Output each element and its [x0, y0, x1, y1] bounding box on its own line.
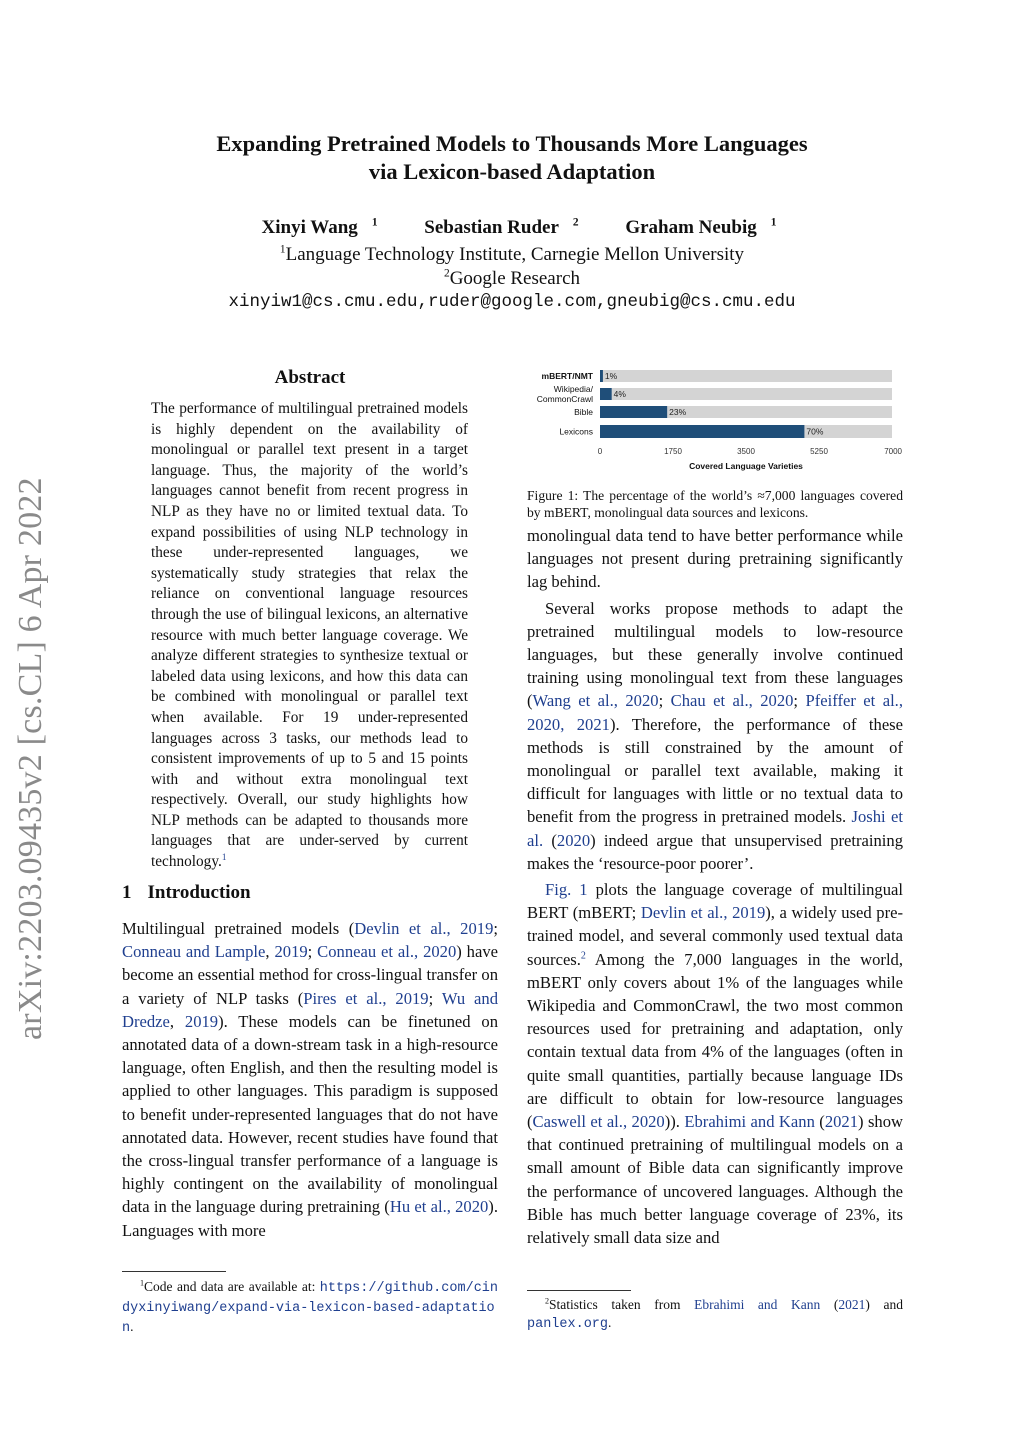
bar-value-label: 1% — [604, 371, 618, 381]
author-emails: xinyiw1@cs.cmu.edu,ruder@google.com,gneubig@cs.cmu.edu — [228, 292, 796, 312]
bar — [600, 388, 612, 400]
citation-link[interactable]: 2021 — [824, 1112, 859, 1132]
figure-1-caption: Figure 1: The percentage of the world’s ≈7,000 languages covered by mBERT, monolingual data sources and lexicons. — [527, 488, 903, 520]
citation-link[interactable]: Wang et al., 2020 — [532, 691, 659, 711]
paragraph: Several works propose methods to adapt the pretrained multilingual models to low-resource languages, but these generally involve continued training using monolingual text from these languages (Wang et al., 2020; Chau et al., 2020; Pfeiffer et al., 2020, 2021). Therefore, the performance of these methods is still constrained by the amount of monolingual or parallel text available, making it difficult for languages with little or no textual data to benefit from the progress in pretrained models. Joshi et al. (2020) indeed argue that unsupervised pretraining makes the ‘resource-poor poorer’. — [527, 598, 904, 873]
category-label: CommonCrawl — [536, 394, 593, 404]
citation-link[interactable]: Wu and Dredze — [122, 988, 498, 1031]
paragraph: monolingual data tend to have better performance while languages not present during pretraining significantly lag behind. — [527, 526, 903, 592]
citation-link[interactable]: 2019 — [184, 1011, 219, 1031]
citation-link[interactable]: Devlin et al., 2019 — [354, 919, 494, 938]
citation-link[interactable]: Caswell et al., 2020 — [532, 1112, 665, 1132]
bar-value-label: 70% — [806, 426, 824, 437]
citation-link[interactable]: Pires et al., 2019 — [303, 988, 429, 1008]
x-tick-label: 0 — [597, 447, 603, 456]
citation-link[interactable]: Fig. 1 — [545, 880, 588, 900]
x-tick-label: 1750 — [664, 447, 682, 456]
bar-value-label: 4% — [613, 389, 626, 399]
citation-link[interactable]: 2019 — [274, 942, 308, 962]
category-label: Wikipedia/ — [553, 384, 593, 394]
category-label: Bible — [574, 407, 593, 417]
citation-link[interactable]: Chau et al., 2020 — [670, 691, 794, 711]
footnote-ref[interactable]: 2 — [580, 950, 586, 962]
section-heading-introduction: 1 Introduction — [122, 882, 251, 903]
citation-link[interactable]: Joshi et al. — [527, 807, 903, 850]
abstract-text: The performance of multilingual pretrained models is highly dependent on the availability of monolingual or parallel text present in a target language. Thus, the majority of the world’s languages cannot benefit from recent progress in NLP as they have no or limited textual data. To expand possibilities of using NLP technology in these under-represented languages, we systematically study strategies that relax the reliance on conventional language resources through the use of bilingual lexicons, an alternative resource with much better language coverage. We analyze different strategies to synthesize textual or labeled data using lexicons, and how this data can be combined with monolingual or parallel text when available. For 19 under-represented languages across 3 tasks, our methods lead to consistent improvements of up to 5 and 15 points with and without extra monolingual text respectively. Overall, our study highlights how NLP methods can be adapted to thousands more languages that are under-served by current technology.$^1$ — [151, 400, 468, 871]
citation-link[interactable]: 2021 — [838, 1297, 866, 1312]
citation-link[interactable]: 2020 — [556, 830, 591, 850]
category-label: Lexicons — [559, 426, 593, 437]
footnote-rule — [527, 1290, 631, 1291]
citation-link[interactable]: Ebrahimi and Kann — [684, 1112, 815, 1132]
footnote-rule — [122, 1271, 226, 1272]
affiliation-1: $^1$Language Technology Institute, Carnegie Mellon University — [279, 243, 745, 265]
citation-link[interactable]: Ebrahimi and Kann — [694, 1297, 821, 1312]
citation-link[interactable]: Conneau and Lample — [122, 942, 266, 962]
x-tick-label: 5250 — [810, 447, 828, 456]
x-tick-label: 7000 — [884, 447, 902, 456]
category-label: mBERT/NMT — [541, 371, 593, 381]
paragraph: Fig. 1 plots the language coverage of multilingual BERT (mBERT; Devlin et al., 2019), a widely used pre-trained model, and several commonly used textual data sources.$^2$ Among the 7,000 languages in the world, mBERT only covers about 1% of the languages while Wikipedia and CommonCrawl, the two most common resources used for pretraining and adaptation, only contain textual data from 4% of the languages (often in quite small quantities, partially because language IDs are difficult to obtain for low-resource languages (Caswell et al., 2020)). Ebrahimi and Kann (2021) show that continued pretraining of multilingual models on a small amount of Bible data can significantly improve the performance of uncovered languages. Although the Bible has much better language coverage of 23%, its relatively small data size and — [527, 880, 904, 1248]
bar — [600, 425, 804, 438]
author: Graham Neubig $^1$ — [625, 216, 777, 238]
arxiv-identifier: arXiv:2203.09435v2 [cs.CL] 6 Apr 2022 — [12, 477, 49, 1040]
bar-value-label: 23% — [669, 407, 687, 417]
bar — [600, 406, 667, 418]
x-axis-label: Covered Language Varieties — [689, 461, 803, 471]
author: Sebastian Ruder $^2$ — [424, 216, 579, 238]
bar-background — [600, 388, 892, 400]
x-tick-label: 3500 — [737, 447, 755, 456]
citation-link[interactable]: Conneau et al., 2020 — [317, 942, 457, 962]
bar-background — [600, 370, 892, 382]
footnote-ref[interactable]: 1 — [221, 851, 227, 862]
citation-link[interactable]: Hu et al., 2020 — [389, 1197, 489, 1217]
author-list — [0, 217, 1024, 239]
panlex-link[interactable]: panlex.org — [527, 1317, 609, 1332]
affiliation-2: $^2$Google Research — [443, 267, 580, 289]
citation-link[interactable]: Devlin et al., 2019 — [640, 903, 766, 923]
footnote-2: $^2$Statistics taken from Ebrahimi and Kann (2021) and panlex.org. — [527, 1296, 903, 1332]
paragraph: Multilingual pretrained models (Devlin et al., 2019; Conneau and Lample, 2019; Conneau et al., 2020) have become an essential method for cross-lingual transfer on a variety of NLP tasks (Pires et al., 2019; Wu and Dredze, 2019). These models can be finetuned on annotated data of a down-stream task in a high-resource language, often English, and then the resulting model is applied to other languages. This paradigm is supposed to benefit under-represented languages that do not have annotated data. However, recent studies have found that the cross-lingual transfer performance of a language is highly contingent on the availability of monolingual data in the language during pretraining (Hu et al., 2020). Languages with more — [122, 919, 499, 1240]
abstract-heading: Abstract — [274, 367, 346, 388]
footnote-1: $^1$Code and data are available at: https://github.com/cindyxinyiwang/expand-via-lexicon-based-adaptation. — [122, 1278, 498, 1336]
intro-right-column — [527, 524, 903, 1252]
title-line-2: via Lexicon-based Adaptation — [368, 159, 656, 184]
title-line-1: Expanding Pretrained Models to Thousands More Languages — [216, 131, 808, 156]
paper-title — [0, 130, 1024, 186]
intro-paragraph-1 — [122, 917, 498, 1245]
citation-link[interactable]: Pfeiffer et al., 2020, 2021 — [527, 691, 903, 734]
code-link[interactable]: https://github.com/cindyxinyiwang/expand-via-lexicon-based-adaptation — [122, 1281, 498, 1336]
bar — [600, 370, 603, 382]
figure-1-chart — [520, 363, 910, 473]
author: Xinyi Wang $^1$ — [261, 216, 378, 238]
